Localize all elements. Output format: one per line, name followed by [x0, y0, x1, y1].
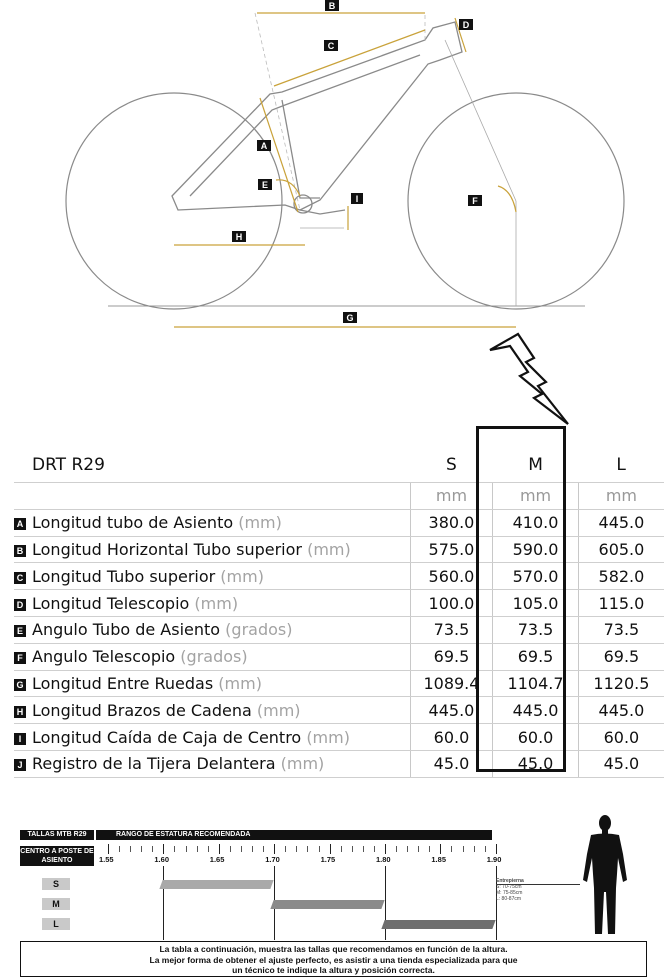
value-cell-l: 60.0	[578, 724, 664, 751]
value-cell-s: 73.5	[410, 616, 493, 643]
value-cell-m: 105.0	[493, 590, 579, 617]
row-label-cell	[14, 536, 410, 563]
scale-minor-tick	[141, 846, 142, 852]
scale-minor-tick	[407, 846, 408, 852]
dimension-letter: H	[14, 706, 26, 718]
value-cell-m: 1104.7	[493, 670, 579, 697]
value-cell-m: 590.0	[493, 536, 579, 563]
size-col-l: L	[578, 448, 664, 483]
table-row	[14, 563, 664, 590]
dimension-letter: B	[14, 545, 26, 557]
geometry-table	[14, 448, 664, 778]
inseam-legend	[496, 878, 524, 902]
row-label-cell	[14, 590, 410, 617]
scale-label: 1.75	[320, 855, 336, 864]
scale-minor-tick	[252, 846, 253, 852]
scale-minor-tick	[186, 846, 187, 852]
scale-minor-tick	[285, 846, 286, 852]
bike-frame	[172, 22, 462, 214]
table-header-row	[14, 448, 664, 483]
scale-minor-tick	[418, 846, 419, 852]
value-cell-l: 582.0	[578, 563, 664, 590]
dim-C	[274, 30, 425, 86]
table-row	[14, 670, 664, 697]
scale-minor-tick	[307, 846, 308, 852]
dimension-label: Longitud Brazos de Cadena	[32, 700, 252, 720]
note-line-1: La tabla a continuación, muestra las tallas que recomendamos en función de la altura.	[159, 944, 508, 954]
table-row	[14, 536, 664, 563]
dimension-letter: F	[14, 652, 26, 664]
unit-s: mm	[410, 483, 493, 510]
scale-tick	[274, 844, 275, 854]
scale-tick	[108, 844, 109, 854]
scale-minor-tick	[463, 846, 464, 852]
value-cell-l: 69.5	[578, 643, 664, 670]
scale-label: 1.85	[431, 855, 446, 864]
scale-minor-tick	[230, 846, 231, 852]
value-cell-s: 1089.4	[410, 670, 493, 697]
row-label-cell	[14, 616, 410, 643]
bike-geometry-diagram	[0, 0, 667, 345]
row-label-cell	[14, 724, 410, 751]
scale-minor-tick	[451, 846, 452, 852]
scale-minor-tick	[241, 846, 242, 852]
scale-label: 1.60	[154, 855, 169, 864]
scale-minor-tick	[363, 846, 364, 852]
size-boundary-line	[163, 866, 164, 940]
units-row	[14, 483, 664, 510]
dimension-unit: (mm)	[220, 566, 264, 586]
size-range-bar-l	[381, 920, 495, 929]
dimension-unit: (mm)	[280, 754, 325, 774]
scale-tick	[163, 844, 164, 854]
value-cell-l: 115.0	[578, 590, 664, 617]
row-label-cell	[14, 563, 410, 590]
dimension-label: Longitud Horizontal Tubo superior	[32, 539, 302, 559]
svg-text:E: E	[261, 180, 269, 190]
svg-text:D: D	[462, 20, 470, 30]
table-row	[14, 750, 664, 777]
scale-label: 1.70	[265, 855, 280, 864]
dimension-letter: D	[14, 599, 26, 611]
dimension-unit: (mm)	[238, 513, 282, 533]
table-row	[14, 724, 664, 751]
dimension-letter: C	[14, 572, 26, 584]
height-range-title: RANGO DE ESTATURA RECOMENDADA	[96, 830, 492, 840]
dim-F	[498, 186, 516, 212]
scale-minor-tick	[130, 846, 131, 852]
size-range-bar-s	[160, 880, 274, 889]
scale-minor-tick	[197, 846, 198, 852]
scale-tick	[496, 844, 497, 854]
person-silhouette-icon	[575, 814, 635, 938]
dimension-unit: (mm)	[256, 700, 301, 720]
dimension-unit: (mm)	[218, 673, 262, 693]
unit-m: mm	[493, 483, 579, 510]
model-name: DRT R29	[14, 448, 410, 483]
scale-label: 1.80	[376, 855, 391, 864]
value-cell-m: 60.0	[493, 724, 579, 751]
svg-text:H: H	[235, 232, 243, 242]
seat-post-subheader: CENTRO A POSTE DE ASIENTO	[20, 848, 94, 864]
row-label-cell	[14, 750, 410, 777]
value-cell-s: 560.0	[410, 563, 493, 590]
scale-minor-tick	[485, 846, 486, 852]
scale-minor-tick	[296, 846, 297, 852]
value-cell-s: 100.0	[410, 590, 493, 617]
value-cell-s: 60.0	[410, 724, 493, 751]
scale-minor-tick	[474, 846, 475, 852]
size-label-l: L	[42, 918, 70, 930]
legend-m: M: 75-85cm	[496, 890, 523, 896]
svg-text:B: B	[328, 1, 336, 11]
table-row	[14, 643, 664, 670]
value-cell-m: 445.0	[493, 697, 579, 724]
dimension-label: Longitud Tubo superior	[32, 566, 216, 586]
value-cell-s: 69.5	[410, 643, 493, 670]
dimension-label: Registro de la Tijera Delantera	[32, 754, 276, 774]
scale-tick	[440, 844, 441, 854]
svg-text:A: A	[260, 141, 268, 151]
dimension-unit: (mm)	[306, 727, 350, 747]
size-range-bar-m	[271, 900, 385, 909]
dimension-unit: (mm)	[194, 593, 239, 613]
value-cell-m: 410.0	[493, 509, 579, 536]
value-cell-l: 1120.5	[578, 670, 664, 697]
table-row	[14, 616, 664, 643]
lightning-arrow-icon	[488, 328, 578, 430]
value-cell-m: 570.0	[493, 563, 579, 590]
dimension-label: Longitud tubo de Asiento	[32, 513, 234, 533]
dimension-letter: J	[14, 759, 26, 771]
dimension-letter: G	[14, 679, 26, 691]
row-label-cell	[14, 643, 410, 670]
legend-title: Entrepierna	[496, 878, 524, 884]
scale-minor-tick	[429, 846, 430, 852]
dimension-label: Angulo Tubo de Asiento	[32, 620, 221, 640]
scale-minor-tick	[119, 846, 120, 852]
dimension-letter: E	[14, 625, 26, 637]
row-label-cell	[14, 509, 410, 536]
scale-tick	[385, 844, 386, 854]
scale-label: 1.90	[486, 855, 502, 864]
scale-minor-tick	[352, 846, 353, 852]
table-row	[14, 509, 664, 536]
scale-label: 1.65	[209, 855, 225, 864]
value-cell-l: 73.5	[578, 616, 664, 643]
scale-tick	[219, 844, 220, 854]
scale-minor-tick	[152, 846, 153, 852]
scale-minor-tick	[319, 846, 320, 852]
svg-text:G: G	[346, 313, 354, 323]
dimension-unit: (grados)	[225, 620, 293, 640]
dimension-unit: (mm)	[307, 539, 351, 559]
scale-minor-tick	[263, 846, 264, 852]
size-m-highlight-box	[476, 426, 566, 772]
dimension-label: Longitud Entre Ruedas	[32, 673, 214, 693]
value-cell-l: 445.0	[578, 509, 664, 536]
scale-minor-tick	[396, 846, 397, 852]
svg-text:I: I	[355, 194, 359, 204]
scale-minor-tick	[174, 846, 175, 852]
legend-s: S: 70-75cm	[496, 884, 522, 890]
dimension-letter: I	[14, 733, 26, 745]
size-chart-title: TALLAS MTB R29	[20, 830, 94, 840]
unit-l: mm	[578, 483, 664, 510]
dimension-label: Longitud Caída de Caja de Centro	[32, 727, 302, 747]
row-label-cell	[14, 697, 410, 724]
size-label-m: M	[42, 898, 70, 910]
scale-minor-tick	[374, 846, 375, 852]
value-cell-l: 45.0	[578, 750, 664, 777]
size-label-s: S	[42, 878, 70, 890]
value-cell-l: 605.0	[578, 536, 664, 563]
value-cell-m: 73.5	[493, 616, 579, 643]
row-label-cell	[14, 670, 410, 697]
note-line-3: un técnico te indique la altura y posición correcta.	[232, 965, 435, 975]
scale-label: 1.55	[99, 855, 114, 864]
dimension-label: Angulo Telescopio	[32, 647, 176, 667]
dimension-label: Longitud Telescopio	[32, 593, 190, 613]
size-col-s: S	[410, 448, 493, 483]
table-row	[14, 697, 664, 724]
scale-minor-tick	[208, 846, 209, 852]
svg-text:F: F	[472, 196, 478, 206]
dimension-unit: (grados)	[180, 647, 248, 667]
svg-text:C: C	[327, 41, 335, 51]
legend-l: L: 80-87cm	[496, 896, 522, 902]
size-note	[20, 941, 647, 977]
scale-tick	[330, 844, 331, 854]
table-row	[14, 590, 664, 617]
value-cell-s: 45.0	[410, 750, 493, 777]
scale-minor-tick	[341, 846, 342, 852]
note-line-2: La mejor forma de obtener el ajuste perfecto, es asistir a una tienda especializada para que	[149, 954, 518, 965]
value-cell-m: 69.5	[493, 643, 579, 670]
size-col-m: M	[493, 448, 579, 483]
value-cell-m: 45.0	[493, 750, 579, 777]
value-cell-l: 445.0	[578, 697, 664, 724]
value-cell-s: 380.0	[410, 509, 493, 536]
dimension-letter: A	[14, 518, 26, 530]
value-cell-s: 445.0	[410, 697, 493, 724]
value-cell-s: 575.0	[410, 536, 493, 563]
